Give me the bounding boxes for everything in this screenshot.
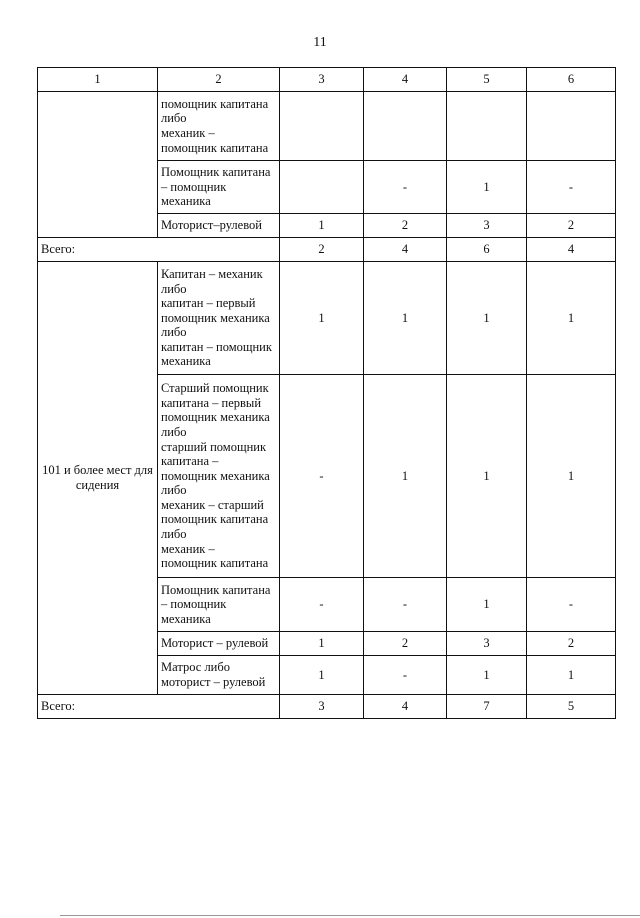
value-cell-col6: 2 xyxy=(527,632,616,656)
value-cell-col4: - xyxy=(364,656,447,695)
position-cell: Помощник капитана – помощник механика xyxy=(158,578,280,632)
value-cell-col3 xyxy=(280,161,364,214)
table-header-row xyxy=(38,68,616,92)
header-cell-6: 6 xyxy=(527,68,616,92)
value-cell-col5: 1 xyxy=(447,656,527,695)
header-cell-3: 3 xyxy=(280,68,364,92)
total-cell-col6: 5 xyxy=(527,695,616,719)
position-cell: Моторист–рулевой xyxy=(158,214,280,238)
value-cell-col5: 1 xyxy=(447,375,527,578)
total-row xyxy=(38,238,616,262)
value-cell-col5: 1 xyxy=(447,161,527,214)
total-cell-col3: 3 xyxy=(280,695,364,719)
value-cell-col4: 2 xyxy=(364,632,447,656)
value-cell-col3: 1 xyxy=(280,262,364,375)
value-cell-col5: 1 xyxy=(447,262,527,375)
header-cell-4: 4 xyxy=(364,68,447,92)
value-cell-col3: 1 xyxy=(280,214,364,238)
value-cell-col3 xyxy=(280,92,364,161)
total-cell-col5: 7 xyxy=(447,695,527,719)
value-cell-col5: 1 xyxy=(447,578,527,632)
value-cell-col6: 1 xyxy=(527,375,616,578)
value-cell-col6: 2 xyxy=(527,214,616,238)
value-cell-col4: - xyxy=(364,161,447,214)
position-cell: Моторист – рулевой xyxy=(158,632,280,656)
group-cell-continued xyxy=(38,92,158,238)
table-row xyxy=(38,92,616,161)
value-cell-col3: 1 xyxy=(280,632,364,656)
position-cell: Матрос либо моторист – рулевой xyxy=(158,656,280,695)
value-cell-col6: 1 xyxy=(527,262,616,375)
header-cell-2: 2 xyxy=(158,68,280,92)
table-row xyxy=(38,262,616,375)
value-cell-col4 xyxy=(364,92,447,161)
total-cell-col4: 4 xyxy=(364,238,447,262)
value-cell-col4: 1 xyxy=(364,262,447,375)
total-cell-col6: 4 xyxy=(527,238,616,262)
position-cell: Капитан – механик либо капитан – первый помощник механика либо капитан – помощник механика xyxy=(158,262,280,375)
crew-table xyxy=(37,67,616,719)
total-cell-col4: 4 xyxy=(364,695,447,719)
value-cell-col5 xyxy=(447,92,527,161)
value-cell-col4: - xyxy=(364,578,447,632)
value-cell-col6: 1 xyxy=(527,656,616,695)
value-cell-col6: - xyxy=(527,578,616,632)
total-cell-col3: 2 xyxy=(280,238,364,262)
position-cell: Помощник капитана – помощник механика xyxy=(158,161,280,214)
value-cell-col6: - xyxy=(527,161,616,214)
value-cell-col5: 3 xyxy=(447,632,527,656)
position-cell: Старший помощник капитана – первый помощник механика либо старший помощник капитана – помощник механика либо механик – старший помощник капитана либо механик – помощник капитана xyxy=(158,375,280,578)
total-cell-col5: 6 xyxy=(447,238,527,262)
group-label-cell: 101 и более мест для сидения xyxy=(38,262,158,695)
value-cell-col4: 1 xyxy=(364,375,447,578)
scan-edge-line xyxy=(60,915,640,916)
value-cell-col3: 1 xyxy=(280,656,364,695)
value-cell-col3: - xyxy=(280,375,364,578)
total-row xyxy=(38,695,616,719)
total-label: Всего: xyxy=(38,695,280,719)
value-cell-col5: 3 xyxy=(447,214,527,238)
page-number: 11 xyxy=(313,35,327,50)
value-cell-col6 xyxy=(527,92,616,161)
total-label: Всего: xyxy=(38,238,280,262)
header-cell-1: 1 xyxy=(38,68,158,92)
value-cell-col4: 2 xyxy=(364,214,447,238)
position-cell: помощник капитана либо механик – помощник капитана xyxy=(158,92,280,161)
header-cell-5: 5 xyxy=(447,68,527,92)
value-cell-col3: - xyxy=(280,578,364,632)
